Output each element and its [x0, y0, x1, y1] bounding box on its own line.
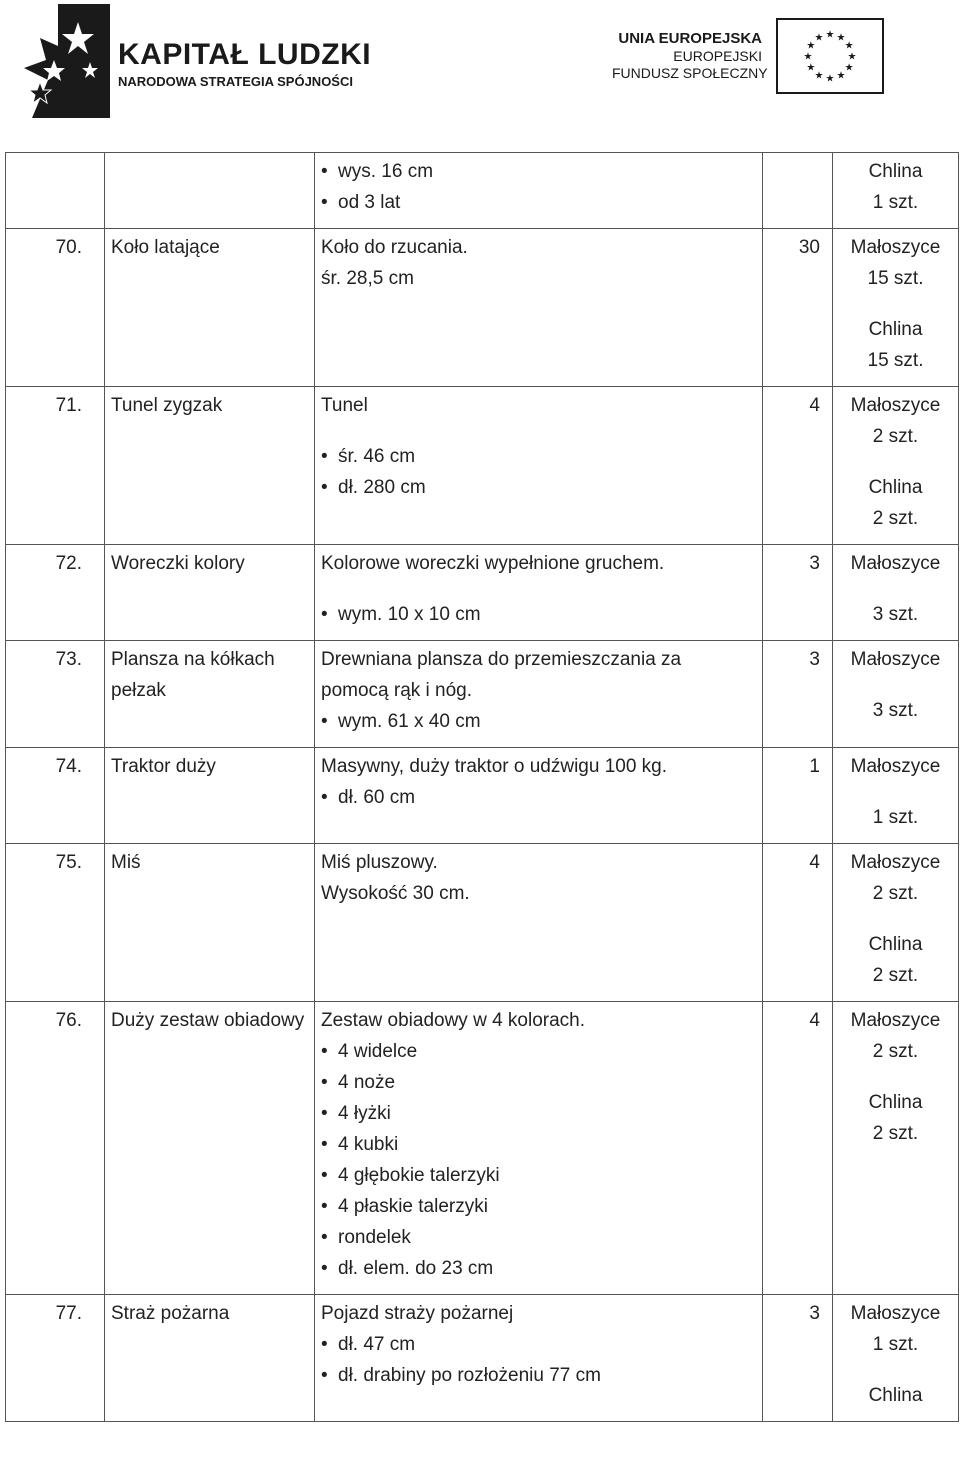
spec-item: • wym. 61 x 40 cm	[321, 706, 756, 737]
kapital-ludzki-subtitle: NARODOWA STRATEGIA SPÓJNOŚCI	[118, 74, 353, 89]
kapital-ludzki-title: KAPITAŁ LUDZKI	[118, 38, 372, 71]
item-number: 73.	[6, 641, 105, 748]
description-line: Masywny, duży traktor o udźwigu 100 kg.	[321, 756, 668, 777]
item-number: 75.	[6, 844, 105, 1002]
table-row	[6, 545, 959, 641]
item-locations	[833, 1002, 959, 1295]
item-number: 71.	[6, 387, 105, 545]
description-line: Koło do rzucania.	[321, 237, 468, 258]
spec-item: • dł. elem. do 23 cm	[321, 1253, 756, 1284]
item-name: Straż pożarna	[105, 1295, 315, 1422]
item-name: Miś	[105, 844, 315, 1002]
location-line: Małoszyce	[850, 1303, 941, 1324]
spec-list	[321, 441, 756, 503]
eu-star-icon: ★	[806, 62, 816, 74]
spec-list	[321, 1329, 756, 1391]
location-line: Małoszyce	[850, 649, 941, 670]
spec-item: • wym. 10 x 10 cm	[321, 599, 756, 630]
item-quantity: 4	[763, 387, 833, 545]
item-description	[315, 1295, 763, 1422]
table-row	[6, 229, 959, 387]
item-number: 76.	[6, 1002, 105, 1295]
spec-list	[321, 156, 756, 218]
eu-line-2: EUROPEJSKI	[673, 48, 762, 64]
location-line: 2 szt.	[872, 883, 919, 904]
spec-item: • 4 płaskie talerzyki	[321, 1191, 756, 1222]
item-quantity: 3	[763, 545, 833, 641]
description-line: Kolorowe woreczki wypełnione gruchem.	[321, 553, 665, 574]
item-quantity: 3	[763, 641, 833, 748]
item-quantity: 30	[763, 229, 833, 387]
spec-item: • dł. 280 cm	[321, 472, 756, 503]
location-line: Małoszyce	[850, 1010, 941, 1031]
table-row	[6, 153, 959, 229]
description-line: Miś pluszowy.	[321, 852, 438, 873]
item-description	[315, 844, 763, 1002]
item-number	[6, 153, 105, 229]
spec-item: • dł. drabiny po rozłożeniu 77 cm	[321, 1360, 756, 1391]
item-name: Traktor duży	[105, 748, 315, 844]
item-description	[315, 545, 763, 641]
item-locations	[833, 1295, 959, 1422]
kapital-ludzki-text	[118, 40, 371, 89]
eu-star-icon: ★	[844, 62, 854, 74]
item-description	[315, 229, 763, 387]
item-number: 70.	[6, 229, 105, 387]
item-number: 77.	[6, 1295, 105, 1422]
item-description	[315, 153, 763, 229]
item-name: Tunel zygzak	[105, 387, 315, 545]
location-line: 2 szt.	[872, 1123, 919, 1144]
item-description	[315, 641, 763, 748]
eu-star-icon: ★	[803, 51, 813, 63]
kapital-ludzki-logo	[18, 2, 118, 120]
item-locations	[833, 387, 959, 545]
spec-list	[321, 1036, 756, 1284]
spec-list	[321, 782, 756, 813]
table-row	[6, 748, 959, 844]
eu-line-1: UNIA EUROPEJSKA	[618, 30, 762, 47]
item-quantity	[763, 153, 833, 229]
location-line: 3 szt.	[872, 700, 919, 721]
location-line: Chlina	[868, 934, 923, 955]
table-row	[6, 844, 959, 1002]
eu-star-icon: ★	[825, 29, 835, 41]
item-quantity: 1	[763, 748, 833, 844]
location-line: Małoszyce	[850, 852, 941, 873]
item-locations	[833, 844, 959, 1002]
item-name: Duży zestaw obiadowy	[105, 1002, 315, 1295]
description-line: śr. 28,5 cm	[321, 268, 414, 289]
spec-item: • dł. 60 cm	[321, 782, 756, 813]
location-line: 2 szt.	[872, 426, 919, 447]
spec-item: • 4 głębokie talerzyki	[321, 1160, 756, 1191]
eu-line-3: FUNDUSZ SPOŁECZNY	[612, 65, 768, 81]
eu-text	[612, 30, 768, 82]
spec-list	[321, 706, 756, 737]
spec-list	[321, 599, 756, 630]
item-name: Plansza na kółkach pełzak	[105, 641, 315, 748]
location-line: 15 szt.	[867, 268, 924, 289]
eu-star-icon: ★	[836, 70, 846, 82]
eu-star-icon: ★	[844, 40, 854, 52]
location-line: 1 szt.	[872, 192, 919, 213]
spec-item: • wys. 16 cm	[321, 156, 756, 187]
eu-star-icon: ★	[836, 32, 846, 44]
location-line: Małoszyce	[850, 756, 941, 777]
table-row	[6, 1002, 959, 1295]
item-number: 72.	[6, 545, 105, 641]
location-line: Chlina	[868, 161, 923, 182]
item-quantity: 4	[763, 1002, 833, 1295]
table-row	[6, 641, 959, 748]
item-quantity: 4	[763, 844, 833, 1002]
location-line: Małoszyce	[850, 237, 941, 258]
spec-item: • 4 widelce	[321, 1036, 756, 1067]
item-locations	[833, 153, 959, 229]
description-line: Tunel	[321, 395, 368, 416]
eu-star-icon: ★	[814, 70, 824, 82]
item-name	[105, 153, 315, 229]
items-table	[5, 152, 959, 1422]
spec-item: • rondelek	[321, 1222, 756, 1253]
eu-star-icon: ★	[806, 40, 816, 52]
item-description	[315, 748, 763, 844]
location-line: Małoszyce	[850, 395, 941, 416]
description-line: Wysokość 30 cm.	[321, 883, 470, 904]
spec-item: • 4 noże	[321, 1067, 756, 1098]
spec-item: • śr. 46 cm	[321, 441, 756, 472]
location-line: 3 szt.	[872, 604, 919, 625]
item-number: 74.	[6, 748, 105, 844]
items-table-body	[6, 153, 959, 1422]
spec-item: • dł. 47 cm	[321, 1329, 756, 1360]
location-line: Małoszyce	[850, 553, 941, 574]
item-quantity: 3	[763, 1295, 833, 1422]
description-line: pomocą rąk i nóg.	[321, 680, 473, 701]
item-description	[315, 387, 763, 545]
item-name: Woreczki kolory	[105, 545, 315, 641]
location-line: 1 szt.	[872, 1334, 919, 1355]
location-line: Chlina	[868, 319, 923, 340]
eu-star-icon: ★	[847, 51, 857, 63]
item-locations	[833, 229, 959, 387]
location-line: 2 szt.	[872, 1041, 919, 1062]
location-line: 2 szt.	[872, 965, 919, 986]
spec-item: • od 3 lat	[321, 187, 756, 218]
eu-star-icon: ★	[825, 73, 835, 85]
location-line: 15 szt.	[867, 350, 924, 371]
item-description	[315, 1002, 763, 1295]
location-line: 2 szt.	[872, 508, 919, 529]
table-row	[6, 387, 959, 545]
description-line: Zestaw obiadowy w 4 kolorach.	[321, 1010, 586, 1031]
description-line: Drewniana plansza do przemieszczania za	[321, 649, 682, 670]
spec-item: • 4 łyżki	[321, 1098, 756, 1129]
location-line: Chlina	[868, 477, 923, 498]
table-row	[6, 1295, 959, 1422]
description-line: Pojazd straży pożarnej	[321, 1303, 514, 1324]
location-line: Chlina	[868, 1092, 923, 1113]
location-line: 1 szt.	[872, 807, 919, 828]
item-locations	[833, 641, 959, 748]
item-name: Koło latające	[105, 229, 315, 387]
spec-item: • 4 kubki	[321, 1129, 756, 1160]
location-line: Chlina	[868, 1385, 923, 1406]
item-locations	[833, 545, 959, 641]
item-locations	[833, 748, 959, 844]
eu-flag-icon	[776, 18, 884, 94]
eu-star-icon: ★	[814, 32, 824, 44]
page-header	[0, 0, 960, 140]
